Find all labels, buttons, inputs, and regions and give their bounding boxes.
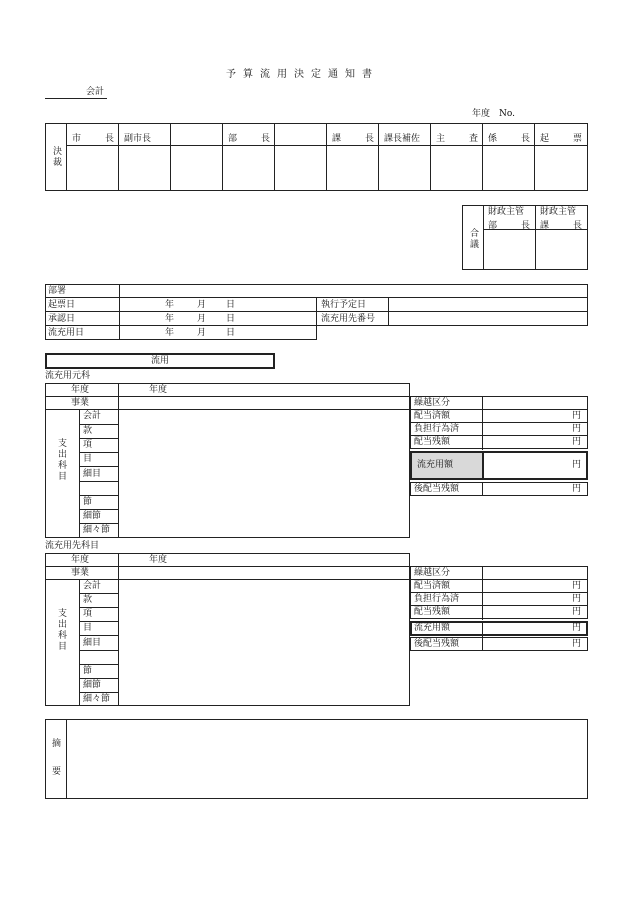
dest-jigyo: 事業 xyxy=(71,568,90,578)
use-year: 年 xyxy=(165,328,175,338)
use-day: 日 xyxy=(226,328,236,338)
approval-col-unit-chief: 係 長 xyxy=(488,134,530,144)
source-transfer-unit: 円 xyxy=(572,460,582,470)
dest-row-kou: 項 xyxy=(83,609,93,619)
dest-section xyxy=(45,553,588,706)
source-row-saimoku: 細目 xyxy=(83,469,102,479)
dest-nendo: 年度 xyxy=(71,555,90,565)
draft-day: 日 xyxy=(226,300,236,310)
source-row-moku: 目 xyxy=(83,454,93,464)
dest-post-remaining-unit: 円 xyxy=(572,639,582,649)
source-row-saisetsu: 細節 xyxy=(83,511,102,521)
dest-post-remaining-label: 後配当残額 xyxy=(414,639,460,649)
dest-committed-unit: 円 xyxy=(572,594,582,604)
page-title: 予算流用決定通知書 xyxy=(226,69,379,80)
dest-allocated-label: 配当済額 xyxy=(414,581,451,591)
dest-row-kan: 款 xyxy=(83,595,93,605)
approve-year: 年 xyxy=(165,314,175,324)
consult-col2-line1: 財政主管 xyxy=(540,207,577,217)
ryuyo-box xyxy=(45,353,275,369)
approval-col-drafter: 起 票 xyxy=(540,134,582,144)
dest-transfer-label: 流充用額 xyxy=(414,623,451,633)
draft-year: 年 xyxy=(165,300,175,310)
approval-side-label: 決裁 xyxy=(51,146,61,168)
dest-committed-label: 負担行為済 xyxy=(414,594,460,604)
exec-date-label: 執行予定日 xyxy=(321,300,367,310)
source-row-kan: 款 xyxy=(83,426,93,436)
approval-col-deputy-chief: 課長補佐 xyxy=(384,134,421,144)
source-allocated-unit: 円 xyxy=(572,411,582,421)
use-month: 月 xyxy=(197,328,207,338)
source-remaining-unit: 円 xyxy=(572,437,582,447)
dest-row-saisetsu: 細節 xyxy=(83,680,102,690)
dest-nendo-value: 年度 xyxy=(149,555,168,565)
consult-col2-line2: 課 長 xyxy=(540,221,582,231)
source-row-kaikei: 会計 xyxy=(83,411,102,421)
summary-box xyxy=(45,719,588,799)
source-row-saisaisetsu: 細々節 xyxy=(83,525,111,535)
approve-month: 月 xyxy=(197,314,207,324)
approval-col-inspector: 主 査 xyxy=(436,134,478,144)
dest-row-saisaisetsu: 細々節 xyxy=(83,694,111,704)
source-post-remaining-unit: 円 xyxy=(572,484,582,494)
approve-date-label: 承認日 xyxy=(48,314,76,324)
source-committed-unit: 円 xyxy=(572,424,582,434)
source-remaining-label: 配当残額 xyxy=(414,437,451,447)
source-side-label: 支出科目 xyxy=(56,438,66,482)
dept-label: 部署 xyxy=(48,286,67,296)
dest-transfer-unit: 円 xyxy=(572,623,582,633)
approval-col-section-chief: 課 長 xyxy=(332,134,374,144)
approval-col-vice-mayor: 副市長 xyxy=(124,134,152,144)
consult-table xyxy=(462,205,588,270)
source-section xyxy=(45,383,588,538)
dest-carryover-label: 繰越区分 xyxy=(414,568,451,578)
draft-month: 月 xyxy=(197,300,207,310)
fiscal-year-no: 年度 No. xyxy=(472,109,515,119)
account-label: 会計 xyxy=(86,87,105,97)
approve-day: 日 xyxy=(226,314,236,324)
source-heading: 流充用元科 xyxy=(45,371,91,381)
source-transfer-label: 流充用額 xyxy=(417,460,454,470)
dest-row-setsu: 節 xyxy=(83,666,93,676)
summary-label-top: 摘 xyxy=(52,739,62,749)
use-date-label: 流充用日 xyxy=(48,328,85,338)
dest-row-moku: 目 xyxy=(83,623,93,633)
ryuyo-label: 流用 xyxy=(151,356,170,366)
source-nendo: 年度 xyxy=(71,385,90,395)
dest-allocated-unit: 円 xyxy=(572,581,582,591)
dest-remaining-label: 配当残額 xyxy=(414,607,451,617)
consult-col1-line1: 財政主管 xyxy=(488,207,525,217)
approval-col-mayor: 市 長 xyxy=(72,134,114,144)
dest-row-saimoku: 細目 xyxy=(83,638,102,648)
summary-label-bottom: 要 xyxy=(52,767,62,777)
source-nendo-value: 年度 xyxy=(149,385,168,395)
draft-date-label: 起票日 xyxy=(48,300,76,310)
consult-col1-line2: 部 長 xyxy=(488,221,530,231)
account-underline xyxy=(45,98,107,99)
dest-row-kaikei: 会計 xyxy=(83,581,102,591)
approval-col-director: 部 長 xyxy=(228,134,270,144)
dest-side-label: 支出科目 xyxy=(56,608,66,652)
info-table xyxy=(45,284,588,340)
source-allocated-label: 配当済額 xyxy=(414,411,451,421)
consult-side-label: 合議 xyxy=(468,228,478,250)
source-committed-label: 負担行為済 xyxy=(414,424,460,434)
dest-remaining-unit: 円 xyxy=(572,607,582,617)
source-post-remaining-label: 後配当残額 xyxy=(414,484,460,494)
dest-heading: 流充用先科目 xyxy=(45,541,100,551)
source-row-setsu: 節 xyxy=(83,497,93,507)
source-carryover-label: 繰越区分 xyxy=(414,398,451,408)
approval-table xyxy=(45,123,588,191)
dest-no-label: 流充用先番号 xyxy=(321,314,376,324)
source-jigyo: 事業 xyxy=(71,398,90,408)
source-row-kou: 項 xyxy=(83,440,93,450)
